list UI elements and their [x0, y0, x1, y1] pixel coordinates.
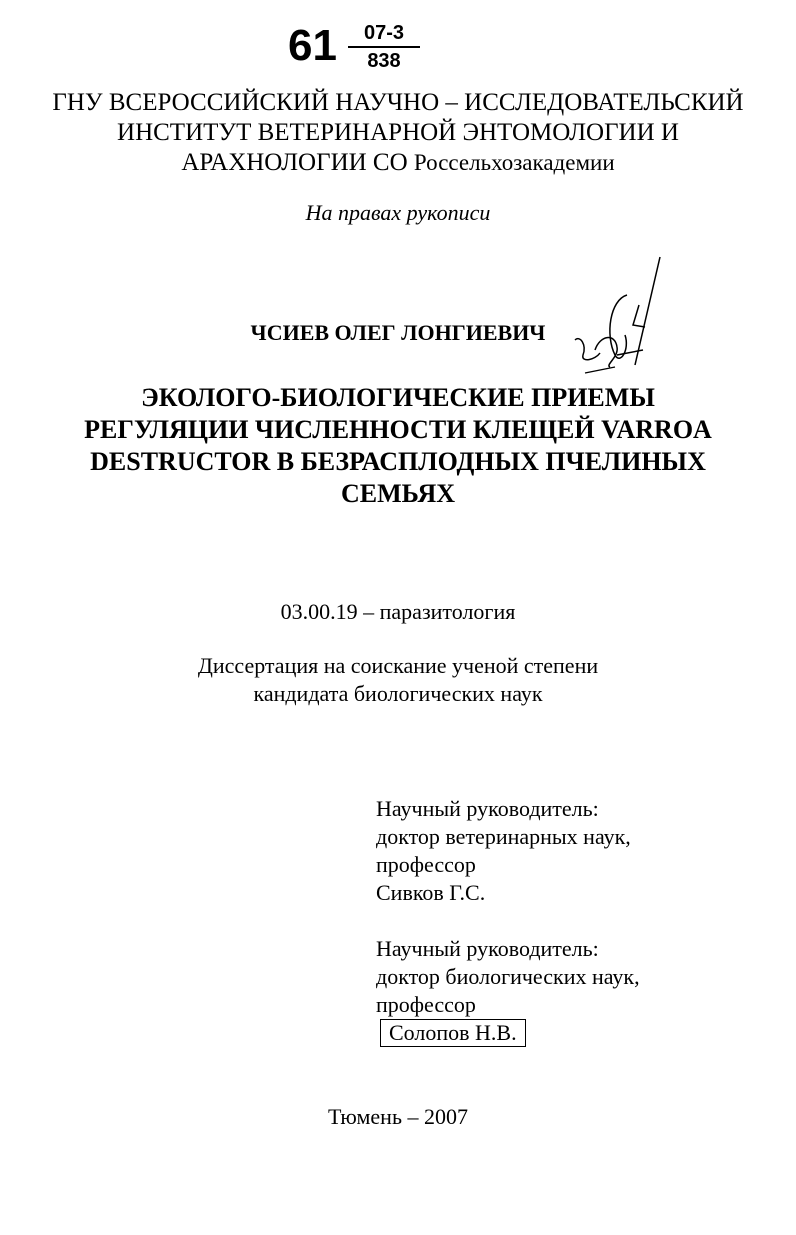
supervisor-2-role: Научный руководитель:	[376, 936, 599, 961]
place-year: Тюмень – 2007	[328, 1104, 468, 1129]
supervisor-1	[376, 795, 631, 907]
supervisor-1-title: профессор	[376, 852, 476, 877]
fraction-line	[348, 46, 420, 48]
title-line-1: ЭКОЛОГО-БИОЛОГИЧЕСКИЕ ПРИЕМЫ	[141, 383, 655, 412]
supervisor-1-name: Сивков Г.С.	[376, 880, 486, 905]
institute-line-2: ИНСТИТУТ ВЕТЕРИНАРНОЙ ЭНТОМОЛОГИИ И	[117, 119, 679, 146]
dissertation-title	[0, 382, 796, 510]
institute-line-3-caps: АРАХНОЛОГИИ СО	[181, 149, 408, 176]
degree-statement	[0, 652, 796, 708]
supervisor-2	[376, 935, 640, 1047]
title-line-3: DESTRUCTOR В БЕЗРАСПЛОДНЫХ ПЧЕЛИНЫХ	[90, 447, 706, 476]
degree-line-1: Диссертация на соискание ученой степени	[197, 653, 599, 678]
shelf-code-denominator: 838	[367, 50, 401, 72]
shelf-code	[288, 18, 428, 78]
supervisor-1-degree: доктор ветеринарных наук,	[376, 824, 631, 849]
author-name: ЧСИЕВ ОЛЕГ ЛОНГИЕВИЧ	[250, 320, 546, 345]
institute-line-1: ГНУ ВСЕРОССИЙСКИЙ НАУЧНО – ИССЛЕДОВАТЕЛЬСКИЙ	[52, 89, 744, 116]
shelf-code-main: 61	[288, 21, 337, 70]
supervisor-2-title: профессор	[376, 992, 476, 1017]
shelf-code-numerator: 07-3	[363, 22, 405, 44]
institute-line-3	[0, 148, 796, 178]
supervisor-2-name: Солопов Н.В.	[380, 1019, 526, 1047]
specialty: 03.00.19 – паразитология	[280, 599, 516, 624]
title-line-2: РЕГУЛЯЦИИ ЧИСЛЕННОСТИ КЛЕЩЕЙ VARROA	[84, 415, 712, 444]
degree-line-2: кандидата биологических наук	[253, 681, 543, 706]
institute-name	[0, 88, 796, 178]
supervisor-2-degree: доктор биологических наук,	[376, 964, 640, 989]
manuscript-rights: На правах рукописи	[305, 200, 491, 225]
institute-line-3-rest: Россельхозакадемии	[413, 150, 615, 175]
title-line-4: СЕМЬЯХ	[340, 479, 456, 508]
supervisor-1-role: Научный руководитель:	[376, 796, 599, 821]
